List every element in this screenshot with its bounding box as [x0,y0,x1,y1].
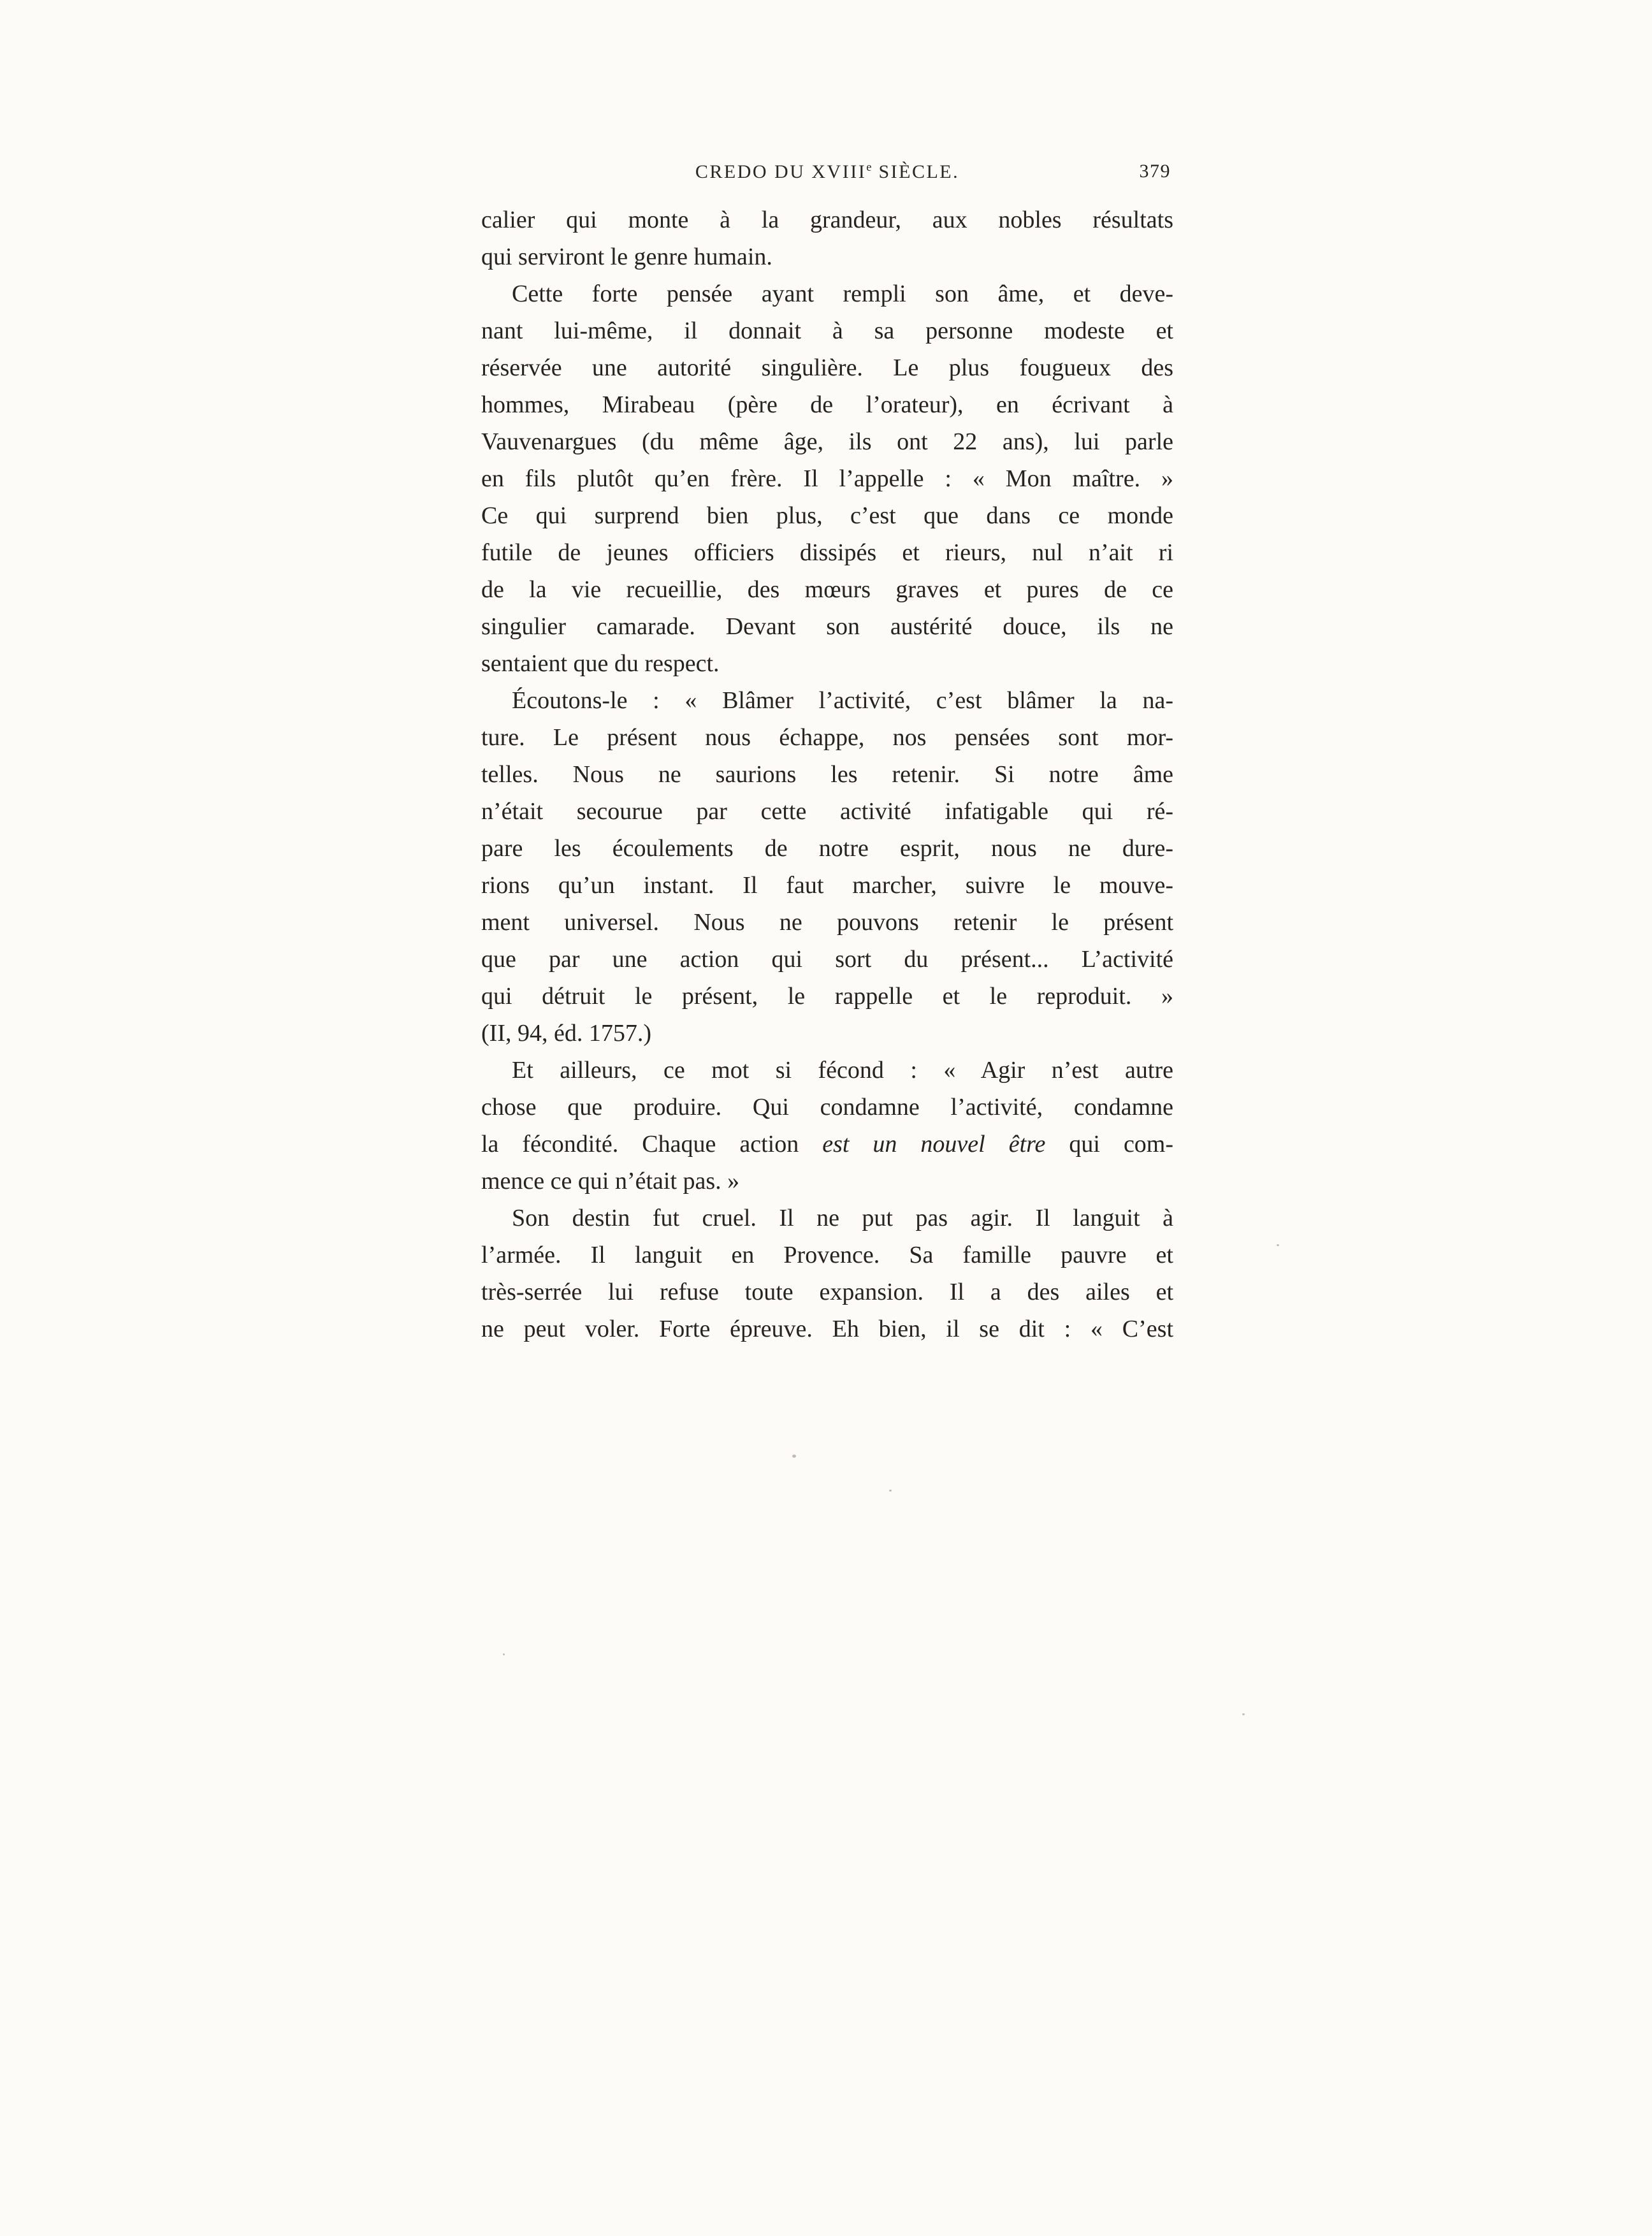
page-header [481,161,1173,189]
page-title [481,161,1173,183]
page-title-prefix: CREDO DU XVIII [695,161,867,182]
italic-segment: est un nouvel être [822,1131,1046,1158]
text-line: l’armée. Il languit en Provence. Sa famille pauvre et [481,1242,1173,1268]
text-line: en fils plutôt qu’en frère. Il l’appelle : « Mon maître. » [481,465,1173,492]
paragraph [481,201,1173,275]
text-segment: la fécondité. Chaque action [481,1131,823,1158]
text-line: Écoutons-le : « Blâmer l’activité, c’est blâmer la na- [512,687,1173,714]
text-line: futile de jeunes officiers dissipés et rieurs, nul n’ait ri [481,539,1173,566]
text-line: sentaient que du respect. [481,650,720,677]
text-line: ture. Le présent nous échappe, nos pensées sont mor- [481,724,1173,751]
scan-speck [1242,1713,1245,1715]
text-block [481,201,1173,1347]
scan-speck [792,1455,796,1458]
text-line: telles. Nous ne saurions les retenir. Si notre âme [481,761,1173,788]
text-line: qui détruit le présent, le rappelle et le reproduit. » [481,983,1173,1010]
page-number: 379 [1139,161,1171,182]
text-line: hommes, Mirabeau (père de l’orateur), en écrivant à [481,391,1173,418]
text-line: calier qui monte à la grandeur, aux nobles résultats [481,207,1173,233]
text-line: que par une action qui sort du présent... L’activité [481,946,1173,973]
paragraph [481,1200,1173,1347]
scan-speck [503,1653,505,1655]
text-line: ment universel. Nous ne pouvons retenir le présent [481,909,1173,936]
text-line: réservée une autorité singulière. Le plus fougueux des [481,354,1173,381]
page-title-superscript: e [866,161,873,174]
text-line: chose que produire. Qui condamne l’activité, condamne [481,1094,1173,1121]
page-title-suffix: SIÈCLE. [872,161,960,182]
scan-speck [889,1490,892,1492]
paragraph [481,1052,1173,1200]
text-line: n’était secourue par cette activité infatigable qui ré- [481,798,1173,825]
text-line: Ce qui surprend bien plus, c’est que dans ce monde [481,502,1173,529]
text-line: qui serviront le genre humain. [481,243,772,270]
text-line [481,1126,1173,1163]
text-line: (II, 94, éd. 1757.) [481,1020,651,1047]
text-line: Cette forte pensée ayant rempli son âme, et deve- [512,280,1173,307]
text-line: Son destin fut cruel. Il ne put pas agir. Il languit à [512,1205,1173,1231]
paragraph [481,275,1173,682]
text-line: singulier camarade. Devant son austérité douce, ils ne [481,613,1173,640]
text-line: mence ce qui n’était pas. » [481,1168,740,1194]
text-line: pare les écoulements de notre esprit, nous ne dure- [481,835,1173,862]
text-line: Vauvenargues (du même âge, ils ont 22 ans), lui parle [481,428,1173,455]
text-line: très-serrée lui refuse toute expansion. Il a des ailes et [481,1279,1173,1305]
paragraph [481,682,1173,1052]
text-line: de la vie recueillie, des mœurs graves et pures de ce [481,576,1173,603]
text-line: Et ailleurs, ce mot si fécond : « Agir n’est autre [512,1057,1173,1084]
text-line: rions qu’un instant. Il faut marcher, suivre le mouve- [481,872,1173,899]
text-segment: qui com- [1045,1131,1174,1158]
text-line: nant lui-même, il donnait à sa personne modeste et [481,317,1173,344]
scan-speck [1277,1244,1279,1246]
text-line: ne peut voler. Forte épreuve. Eh bien, il se dit : « C’est [481,1316,1173,1342]
